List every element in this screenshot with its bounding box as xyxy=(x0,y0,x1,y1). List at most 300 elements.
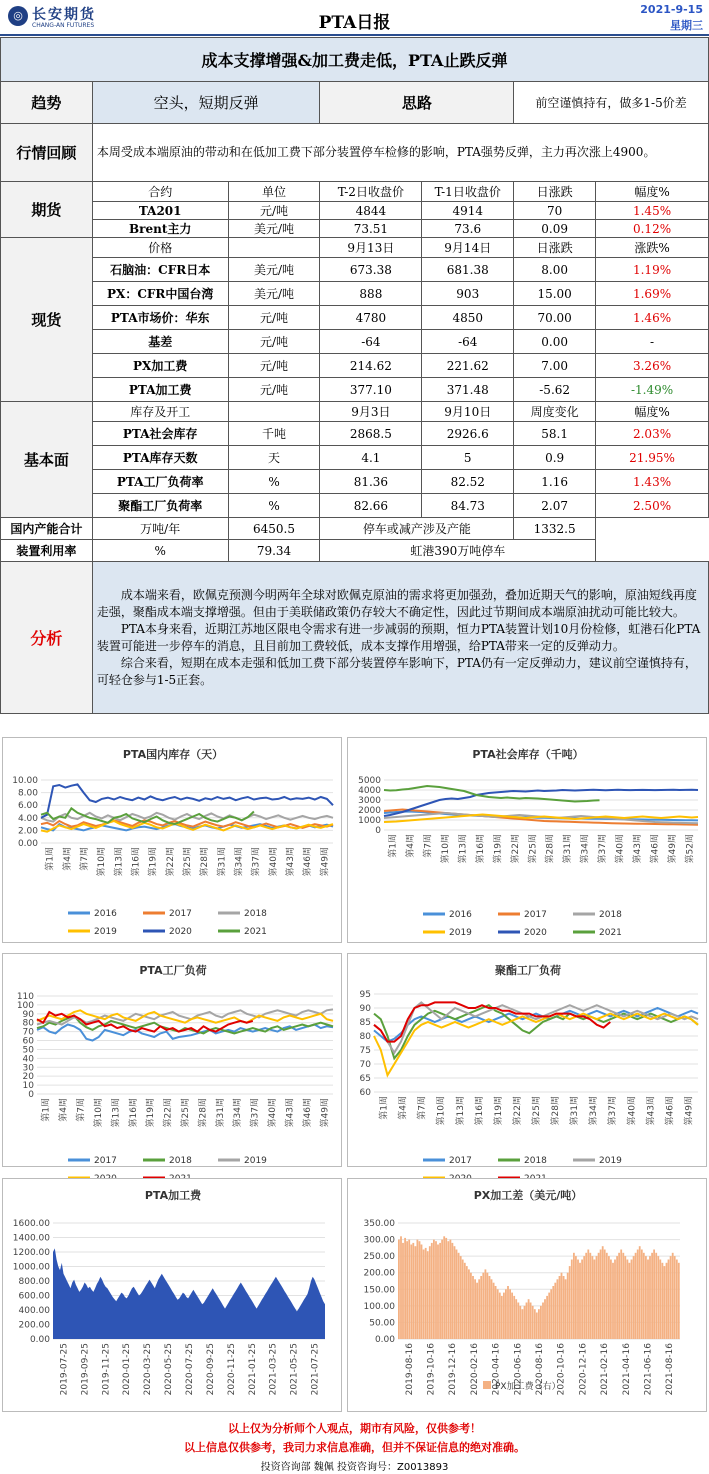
spot-cell: PTA加工费 xyxy=(92,378,228,402)
bar xyxy=(616,1256,618,1339)
x-tick-label: 第25周 xyxy=(183,847,193,877)
x-tick-label: 2021-03-25 xyxy=(268,1343,279,1396)
stop-value: 1332.5 xyxy=(514,518,596,540)
y-tick-label: 3000 xyxy=(358,796,381,806)
spot-header: 涨跌% xyxy=(596,238,709,258)
x-tick-label: 2020-05-25 xyxy=(164,1343,175,1396)
report-date: 2021-9-15 星期三 xyxy=(640,3,703,32)
x-tick-label: 第37周 xyxy=(251,847,262,877)
bar xyxy=(653,1250,655,1340)
y-tick-label: 4.00 xyxy=(17,813,38,824)
chart-polyester-load xyxy=(347,953,707,1167)
bar xyxy=(583,1256,585,1339)
legend-label-2021: 2021 xyxy=(244,927,267,937)
bar xyxy=(435,1241,437,1339)
y-tick-label: 40 xyxy=(22,1054,34,1065)
fund-cell: 84.73 xyxy=(422,494,514,518)
spot-label: 现货 xyxy=(1,238,93,402)
series-line-2020 xyxy=(41,784,333,817)
spot-cell: 1.69% xyxy=(596,282,709,306)
x-tick-label: 第34周 xyxy=(234,847,245,877)
bar xyxy=(676,1260,678,1340)
legend-label-2019: 2019 xyxy=(449,928,472,938)
x-tick-label: 第28周 xyxy=(545,834,556,864)
util-unit: % xyxy=(92,540,228,562)
fund-cell: % xyxy=(228,494,320,518)
fund-cell: 1.43% xyxy=(596,470,709,494)
x-tick-label: 第19周 xyxy=(493,1096,504,1126)
spot-cell: 681.38 xyxy=(422,258,514,282)
futures-cell: Brent主力 xyxy=(92,220,228,238)
legend-label-2021: 2021 xyxy=(599,928,622,938)
x-tick-label: 2019-09-25 xyxy=(80,1343,91,1396)
spot-cell: PX：CFR中国台湾 xyxy=(92,282,228,306)
x-tick-label: 第1周 xyxy=(379,1096,390,1120)
bar xyxy=(534,1309,536,1339)
bar xyxy=(573,1253,575,1339)
x-tick-label: 第25周 xyxy=(181,1098,191,1128)
bar xyxy=(565,1279,567,1339)
x-tick-label: 第49周 xyxy=(320,1098,331,1128)
x-tick-label: 2021-01-25 xyxy=(247,1343,258,1396)
y-tick-label: 50 xyxy=(22,1045,34,1056)
disclaimer-1: 以上仅为分析师个人观点，期市有风险，仅供参考！ xyxy=(228,1422,481,1435)
x-tick-label: 第34周 xyxy=(580,834,591,864)
spot-cell: 371.48 xyxy=(422,378,514,402)
analysis-text: 成本端来看，欧佩克预测今明两年全球对欧佩克原油的需求将更加强劲，叠加近期天气的影响，原油短线再度走强，聚酯成本端支撑增强。但由于美联储政策仍存较大不确定性，因此过节期间成本端原油扰动可能比较大。 PTA本身来看，近期江苏地区限电令需求有进一步减弱的预期，恒力PTA装置计划10月份检修，虹港石化PTA装置可能进一步停车的消息，且目前加工费较低，成本支撑作用增强，给PTA带来一定的反弹动力。 综合来看，短期在成本走强和低加工费下部分装置停车影响下，PTA仍有一定反弹动力，建议前空谨慎持有，可轻仓参与1-5正套。 xyxy=(92,562,708,714)
y-tick-label: 90 xyxy=(359,1004,371,1014)
x-tick-label: 第22周 xyxy=(510,834,521,864)
bar xyxy=(627,1260,629,1340)
x-tick-label: 第49周 xyxy=(320,847,331,877)
fund-cell: % xyxy=(228,470,320,494)
fund-label: 基本面 xyxy=(1,402,93,518)
x-tick-label: 第34周 xyxy=(233,1098,244,1128)
spot-cell: 673.38 xyxy=(320,258,422,282)
bar xyxy=(507,1286,509,1339)
fund-cell: 1.16 xyxy=(514,470,596,494)
x-tick-label: 2020-09-25 xyxy=(205,1343,216,1396)
x-tick-label: 第49周 xyxy=(684,1096,695,1126)
spot-cell: -5.62 xyxy=(514,378,596,402)
bar xyxy=(495,1286,497,1339)
x-tick-label: 第1周 xyxy=(45,847,56,871)
x-tick-label: 第19周 xyxy=(146,1098,157,1128)
series-line-2018 xyxy=(41,813,333,822)
bar xyxy=(666,1263,668,1339)
util-label: 装置利用率 xyxy=(1,540,93,562)
y-tick-label: 200.00 xyxy=(363,1268,395,1279)
bar xyxy=(577,1260,579,1340)
bar xyxy=(406,1241,408,1339)
bar xyxy=(639,1246,641,1339)
x-tick-label: 第25周 xyxy=(528,834,539,864)
spot-cell: 4850 xyxy=(422,306,514,330)
bar xyxy=(404,1238,406,1339)
bar xyxy=(532,1306,534,1339)
fund-header: 9月10日 xyxy=(422,402,514,422)
chart-title: PTA国内库存（天） xyxy=(122,748,224,761)
x-tick-label: 第10周 xyxy=(97,847,108,877)
y-tick-label: 50.00 xyxy=(369,1318,395,1329)
bar xyxy=(485,1269,487,1339)
spot-cell: 70.00 xyxy=(514,306,596,330)
bar xyxy=(540,1306,542,1339)
bar xyxy=(452,1243,454,1339)
bar xyxy=(511,1293,513,1339)
futures-header: 合约 xyxy=(92,182,228,202)
y-tick-label: 1200.00 xyxy=(12,1248,50,1258)
bar xyxy=(614,1260,616,1340)
y-tick-label: 2000 xyxy=(358,806,381,816)
chart-title: PTA社会库存（千吨） xyxy=(472,748,584,761)
trend-value: 空头，短期反弹 xyxy=(92,82,320,124)
bar xyxy=(598,1253,600,1339)
y-tick-label: 95 xyxy=(359,990,371,1000)
fund-cell: 58.1 xyxy=(514,422,596,446)
x-tick-label: 第46周 xyxy=(665,1096,676,1126)
legend-label-2018: 2018 xyxy=(169,1156,192,1166)
bar xyxy=(462,1260,464,1340)
spot-cell: 888 xyxy=(320,282,422,306)
bar xyxy=(604,1250,606,1340)
bar xyxy=(596,1256,598,1339)
futures-header: T-1日收盘价 xyxy=(422,182,514,202)
area-series xyxy=(53,1248,325,1339)
x-tick-label: 第28周 xyxy=(551,1096,562,1126)
main-table xyxy=(0,37,709,714)
y-tick-label: 0.00 xyxy=(374,1335,395,1345)
fund-header: 库存及开工 xyxy=(92,402,228,422)
fund-cell: 2926.6 xyxy=(422,422,514,446)
bar xyxy=(561,1273,563,1339)
bar xyxy=(412,1243,414,1339)
bar xyxy=(649,1256,651,1339)
legend-label-2016: 2016 xyxy=(449,910,472,920)
idea-label: 思路 xyxy=(320,82,514,124)
bar xyxy=(670,1256,672,1339)
y-tick-label: 65 xyxy=(359,1074,371,1084)
chart-px-margin xyxy=(347,1178,707,1412)
bar xyxy=(559,1276,561,1339)
legend-label-2017: 2017 xyxy=(524,910,547,920)
bar xyxy=(429,1246,431,1339)
y-tick-label: 80 xyxy=(22,1018,34,1029)
fund-cell: 0.9 xyxy=(514,446,596,470)
bar xyxy=(620,1250,622,1340)
x-tick-label: 第31周 xyxy=(215,1098,226,1128)
bar xyxy=(400,1236,402,1339)
fund-cell: PTA工厂负荷率 xyxy=(92,470,228,494)
x-tick-label: 第13周 xyxy=(114,847,125,877)
y-tick-label: 800.00 xyxy=(18,1277,50,1287)
y-tick-label: 70 xyxy=(22,1027,34,1038)
bar xyxy=(425,1248,427,1339)
futures-cell: 元/吨 xyxy=(228,202,320,220)
analysis-label: 分析 xyxy=(1,562,93,714)
spot-cell: 1.19% xyxy=(596,258,709,282)
y-tick-label: 85 xyxy=(359,1018,371,1028)
spot-cell: - xyxy=(596,330,709,354)
bar xyxy=(637,1250,639,1340)
y-tick-label: 300.00 xyxy=(363,1235,395,1246)
bar xyxy=(668,1260,670,1340)
y-tick-label: 200.00 xyxy=(18,1320,50,1331)
bar xyxy=(526,1303,528,1340)
x-tick-label: 2021-08-16 xyxy=(665,1343,676,1396)
bar xyxy=(579,1263,581,1339)
y-tick-label: 100.00 xyxy=(363,1301,395,1312)
bar xyxy=(672,1253,674,1339)
logo-en: CHANG-AN FUTURES xyxy=(32,22,95,29)
capacity-label: 国内产能合计 xyxy=(1,518,93,540)
x-tick-label: 第40周 xyxy=(268,1098,279,1128)
bar xyxy=(450,1240,452,1339)
series-line-2021 xyxy=(41,808,254,824)
x-tick-label: 第40周 xyxy=(627,1096,638,1126)
spot-cell: 元/吨 xyxy=(228,306,320,330)
x-tick-label: 2020-10-16 xyxy=(556,1343,567,1396)
fund-cell: 2.07 xyxy=(514,494,596,518)
bar xyxy=(524,1306,526,1339)
bar xyxy=(447,1241,449,1339)
bar xyxy=(415,1246,417,1339)
legend-label: PX加工费（右） xyxy=(495,1382,561,1392)
x-tick-label: 第13周 xyxy=(455,1096,466,1126)
bar xyxy=(664,1266,666,1339)
bar xyxy=(538,1309,540,1339)
bar xyxy=(402,1243,404,1339)
y-tick-label: 75 xyxy=(359,1046,371,1056)
bar xyxy=(441,1240,443,1339)
bar xyxy=(474,1279,476,1339)
capacity-value: 6450.5 xyxy=(228,518,320,540)
bar xyxy=(618,1253,620,1339)
futures-cell: 1.45% xyxy=(596,202,709,220)
bar xyxy=(509,1289,511,1339)
x-tick-label: 2019-11-25 xyxy=(101,1343,112,1396)
spot-cell: 元/吨 xyxy=(228,378,320,402)
stop-note: 虹港390万吨停车 xyxy=(320,540,596,562)
futures-header: 单位 xyxy=(228,182,320,202)
x-tick-label: 第7周 xyxy=(417,1096,428,1120)
x-tick-label: 第16周 xyxy=(475,834,486,864)
spot-cell: 基差 xyxy=(92,330,228,354)
x-tick-label: 第40周 xyxy=(615,834,626,864)
y-tick-label: 1400.00 xyxy=(12,1233,50,1244)
fund-cell: 2.50% xyxy=(596,494,709,518)
spot-header xyxy=(228,238,320,258)
x-tick-label: 第52周 xyxy=(685,834,696,864)
x-tick-label: 2021-05-25 xyxy=(289,1343,300,1396)
bar xyxy=(456,1250,458,1340)
bar xyxy=(622,1253,624,1339)
x-tick-label: 2021-02-16 xyxy=(600,1343,611,1396)
y-tick-label: 90 xyxy=(22,1009,34,1020)
y-tick-label: 5000 xyxy=(358,776,381,786)
bar xyxy=(503,1293,505,1339)
x-tick-label: 第31周 xyxy=(570,1096,581,1126)
bar xyxy=(606,1253,608,1339)
y-tick-label: 600.00 xyxy=(18,1291,50,1302)
x-tick-label: 第1周 xyxy=(41,1098,52,1122)
y-tick-label: 400.00 xyxy=(18,1306,50,1316)
bar xyxy=(536,1313,538,1340)
y-tick-label: 60 xyxy=(22,1036,34,1047)
y-tick-label: 30 xyxy=(22,1063,34,1074)
bar xyxy=(476,1283,478,1339)
x-tick-label: 第28周 xyxy=(198,1098,209,1128)
spot-cell: 石脑油：CFR日本 xyxy=(92,258,228,282)
legend-label-2018: 2018 xyxy=(599,910,622,920)
company-logo-icon: ◎ xyxy=(8,6,28,26)
spot-cell: -64 xyxy=(422,330,514,354)
legend-label-2020: 2020 xyxy=(524,928,547,938)
stop-label: 停车或减产涉及产能 xyxy=(320,518,514,540)
x-tick-label: 2020-08-16 xyxy=(535,1343,545,1396)
bar xyxy=(610,1260,612,1340)
spot-cell: -1.49% xyxy=(596,378,709,402)
review-text: 本周受成本端原油的带动和在低加工费下部分装置停车检修的影响，PTA强势反弹，主力再次涨上4900。 xyxy=(92,124,708,182)
bar xyxy=(419,1241,421,1339)
y-tick-label: 10 xyxy=(22,1081,34,1092)
spot-cell: 377.10 xyxy=(320,378,422,402)
idea-value: 前空谨慎持有，做多1-5价差 xyxy=(514,82,709,124)
futures-cell: 美元/吨 xyxy=(228,220,320,238)
bar xyxy=(445,1238,447,1339)
spot-cell: 214.62 xyxy=(320,354,422,378)
legend-label-2019: 2019 xyxy=(94,927,117,937)
x-tick-label: 第37周 xyxy=(608,1096,619,1126)
bar xyxy=(587,1250,589,1340)
analyst-info: 投资咨询部 魏佩 投资咨询号：Z0013893 xyxy=(260,1462,449,1473)
x-tick-label: 第10周 xyxy=(436,1096,447,1126)
legend-label-2018: 2018 xyxy=(524,1156,547,1166)
bar xyxy=(431,1243,433,1339)
bar xyxy=(517,1303,519,1340)
x-tick-label: 第31周 xyxy=(217,847,228,877)
x-tick-label: 第13周 xyxy=(458,834,469,864)
x-tick-label: 第4周 xyxy=(406,834,417,858)
bar xyxy=(655,1253,657,1339)
header xyxy=(0,0,709,36)
bar xyxy=(645,1256,647,1339)
x-tick-label: 2021-07-25 xyxy=(310,1343,321,1396)
legend-label-2019: 2019 xyxy=(599,1156,622,1166)
futures-cell: 70 xyxy=(514,202,596,220)
chart-pta-social-inventory xyxy=(347,737,707,943)
series-line-2020 xyxy=(374,1014,698,1076)
bar xyxy=(489,1276,491,1339)
bar xyxy=(443,1236,445,1339)
bar xyxy=(437,1245,439,1340)
bar xyxy=(470,1273,472,1339)
bar xyxy=(569,1266,571,1339)
fund-header xyxy=(228,402,320,422)
legend-label-2020: 2020 xyxy=(169,927,192,937)
x-tick-label: 2020-06-16 xyxy=(513,1343,524,1396)
spot-cell: PX加工费 xyxy=(92,354,228,378)
spot-cell: 15.00 xyxy=(514,282,596,306)
bar xyxy=(421,1245,423,1340)
bar xyxy=(454,1246,456,1339)
spot-header: 价格 xyxy=(92,238,228,258)
bar xyxy=(466,1266,468,1339)
disclaimer-2: 以上信息仅供参考，我司力求信息准确，但并不保证信息的绝对准确。 xyxy=(184,1441,525,1454)
spot-cell: PTA市场价：华东 xyxy=(92,306,228,330)
chart-pta-plant-load xyxy=(2,953,342,1167)
chart-title: PTA工厂负荷 xyxy=(139,964,207,977)
bar xyxy=(482,1273,484,1339)
spot-cell: 3.26% xyxy=(596,354,709,378)
bar xyxy=(513,1296,515,1339)
spot-cell: 8.00 xyxy=(514,258,596,282)
x-tick-label: 第19周 xyxy=(493,834,504,864)
y-tick-label: 4000 xyxy=(358,786,381,796)
y-tick-label: 10.00 xyxy=(12,776,38,786)
fund-cell: 5 xyxy=(422,446,514,470)
futures-cell: TA201 xyxy=(92,202,228,220)
fund-header: 周度变化 xyxy=(514,402,596,422)
x-tick-label: 第10周 xyxy=(441,834,452,864)
review-label: 行情回顾 xyxy=(1,124,93,182)
chart-pta-margin xyxy=(2,1178,342,1412)
bar xyxy=(487,1273,489,1339)
fund-cell: 4.1 xyxy=(320,446,422,470)
bar xyxy=(600,1250,602,1340)
bar xyxy=(493,1283,495,1339)
bar xyxy=(592,1256,594,1339)
spot-cell: 1.46% xyxy=(596,306,709,330)
y-tick-label: 110 xyxy=(16,992,34,1002)
y-tick-label: 60 xyxy=(359,1088,371,1098)
fund-cell: 82.66 xyxy=(320,494,422,518)
spot-cell: 元/吨 xyxy=(228,354,320,378)
spot-cell: 7.00 xyxy=(514,354,596,378)
futures-cell: 0.09 xyxy=(514,220,596,238)
x-tick-label: 第16周 xyxy=(474,1096,485,1126)
bar xyxy=(575,1256,577,1339)
x-tick-label: 2019-08-16 xyxy=(404,1343,415,1396)
legend-swatch xyxy=(483,1381,491,1389)
bar xyxy=(410,1245,412,1340)
legend-label-2018: 2018 xyxy=(244,909,267,919)
bar xyxy=(408,1240,410,1339)
fund-cell: 81.36 xyxy=(320,470,422,494)
fund-cell: PTA库存天数 xyxy=(92,446,228,470)
bar xyxy=(602,1246,604,1339)
util-value: 79.34 xyxy=(228,540,320,562)
bar xyxy=(542,1303,544,1340)
x-tick-label: 第16周 xyxy=(131,847,142,877)
bar xyxy=(550,1289,552,1339)
bar xyxy=(546,1296,548,1339)
y-tick-label: 350.00 xyxy=(363,1219,395,1229)
spot-cell: 元/吨 xyxy=(228,330,320,354)
x-tick-label: 第43周 xyxy=(646,1096,657,1126)
bar xyxy=(478,1279,480,1339)
x-tick-label: 第34周 xyxy=(589,1096,600,1126)
fund-cell: PTA社会库存 xyxy=(92,422,228,446)
bar xyxy=(548,1293,550,1339)
x-tick-label: 第1周 xyxy=(388,834,399,858)
x-tick-label: 第25周 xyxy=(532,1096,542,1126)
chart-title: PX加工差（美元/吨） xyxy=(473,1189,583,1202)
spot-header: 9月14日 xyxy=(422,238,514,258)
bar xyxy=(398,1240,400,1339)
x-tick-label: 2020-03-25 xyxy=(143,1343,154,1396)
bar xyxy=(439,1243,441,1339)
